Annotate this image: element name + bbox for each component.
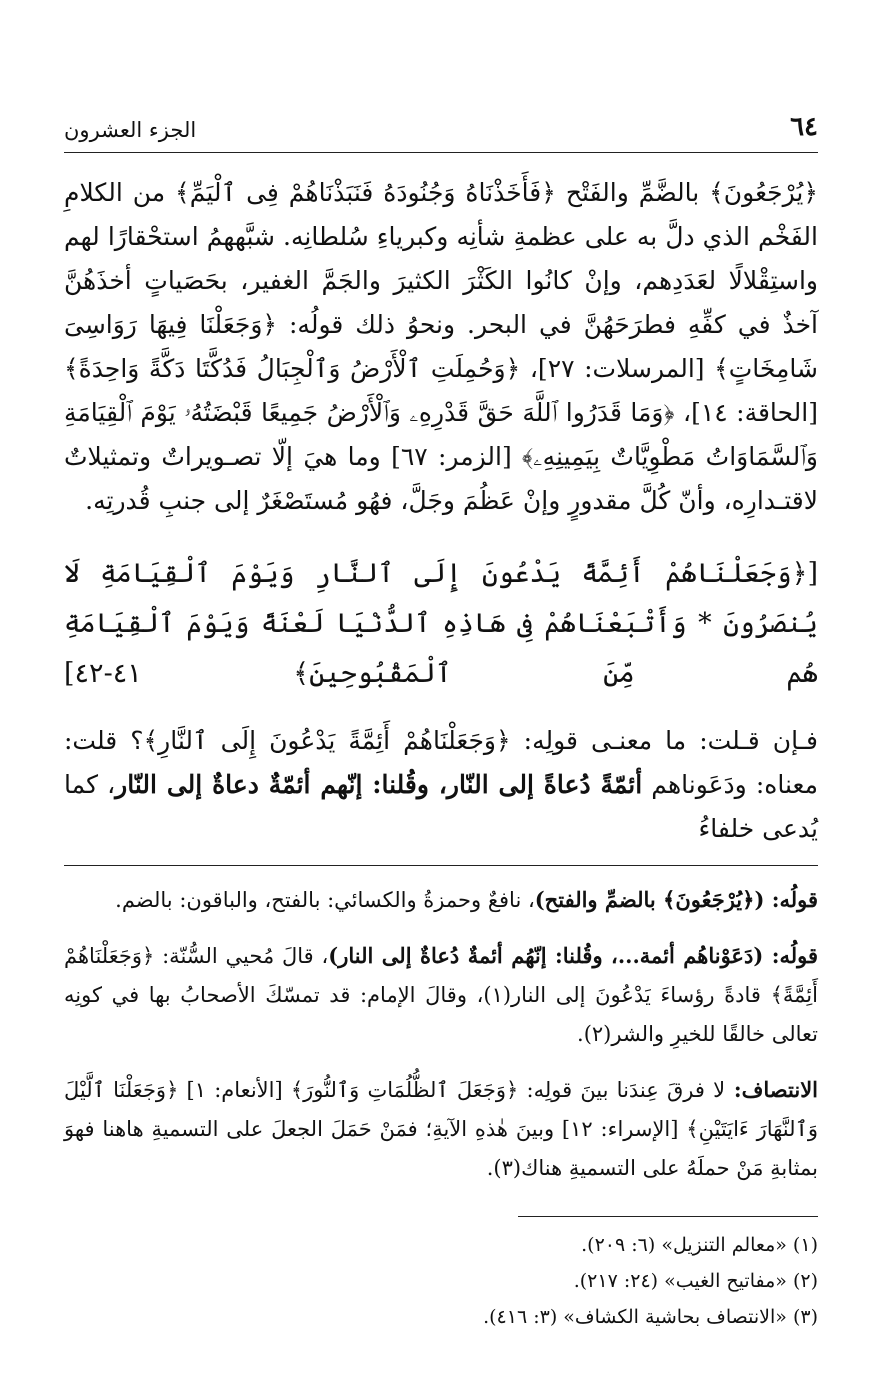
note-2-quote: (دَعَوْناهُم أئمة...، وقُلنا: إنّهُم أئمةٌ دُعاةٌ إلى النار) xyxy=(328,943,764,968)
note-3-label: الانتصاف: xyxy=(725,1077,819,1102)
question-tail: ، كما يُدعى خلفاءُ xyxy=(64,770,818,843)
note-1-label: قولُه: xyxy=(764,887,818,912)
note-2-label: قولُه: xyxy=(763,943,819,968)
question-lead: فـإن قـلت: ما معنـى قولِه: ﴿وَجَعَلْنَاهُمْ أَئِمَّةً يَدْعُونَ إِلَى ٱلنَّارِ﴾؟ قلت: معناه: ودَعَوناهم xyxy=(64,726,818,799)
footnote-1: (١) «معالم التنزيل» (٦: ٢٠٩). xyxy=(581,1234,818,1256)
main-text-continued xyxy=(64,719,818,851)
note-1-text: ، نافعٌ وحمزةُ والكسائي: بالفتح، والباقون: بالضم. xyxy=(115,888,535,912)
commentary-section xyxy=(64,880,818,1188)
footnotes xyxy=(64,1227,818,1335)
bold-answer: أئمّةً دُعاةً إلى النّار، وقُلنا: إنّهم أئمّةٌ دعاةٌ إلى النّار xyxy=(115,770,643,799)
main-text xyxy=(64,171,818,523)
running-title: الجزء العشرون xyxy=(64,118,197,142)
commentary-note-1 xyxy=(64,880,818,920)
note-1-quote: (﴿يُرْجَعُونَ﴾ بالضمِّ والفتح) xyxy=(534,887,765,912)
commentary-note-2 xyxy=(64,936,818,1054)
footnote-divider xyxy=(518,1216,818,1217)
main-paragraph: ﴿يُرْجَعُونَ﴾ بالضَّمِّ والفَتْح ﴿فَأَخَذْنَاهُ وَجُنُودَهُ فَنَبَذْنَاهُمْ فِى ٱلْيَمِّ﴾ من الكلامِ الفَخْم الذي دلَّ به على عظمةِ شأنِه وكبرياءِ سُلطانِه. شبَّههمُ استحْقارًا لهم واستِقْلالًا لعَدَدِهم، وإنْ كانُوا الكَثْرَ الكثيرَ والجَمَّ الغفير، بحَصَياتٍ أخذَهُنَّ آخذٌ في كفِّهِ فطرَحَهُنَّ في البحر. ونحوُ ذلك قولُه: ﴿وَجَعَلْنَا فِيهَا رَوَاسِىَ شَامِخَاتٍ﴾ [المرسلات: ٢٧]، ﴿وَحُمِلَتِ ٱلْأَرْضُ وَٱلْجِبَالُ فَدُكَّتَا دَكَّةً وَاحِدَةً﴾ [الحاقة: ١٤]، ﴿وَمَا قَدَرُوا ٱللَّهَ حَقَّ قَدْرِهِۦ وَٱلْأَرْضُ جَمِيعًا قَبْضَتُهُۥ يَوْمَ ٱلْقِيَامَةِ وَٱلسَّمَاوَاتُ مَطْوِيَّاتٌ بِيَمِينِهِۦ﴾ [الزمر: ٦٧] وما هيَ إلّا تصـويراتٌ وتمثيلاتٌ لاقتـدارِه، وأنّ كُلَّ مقدورٍ وإنْ عَظُمَ وجَلَّ، فهُو مُستَصْغَرٌ إلى جنبِ قُدرتِه. xyxy=(64,178,818,515)
commentary-divider xyxy=(64,865,818,866)
note-2-text: ، قالَ مُحيي السُّنّة: ﴿وَجَعَلْنَاهُمْ أَئِمَّةً﴾ قادةً رؤساءَ يَدْعُونَ إلى النار(١)، وقالَ الإمام: قد تمسّكَ الأصحابُ بها في كونِه تعالى خالقًا للخيرِ والشر(٢). xyxy=(64,944,818,1046)
page-number: ٦٤ xyxy=(790,112,818,142)
footnote-2: (٢) «مفاتيح الغيب» (٢٤: ٢١٧). xyxy=(573,1270,818,1292)
footnote-3: (٣) «الانتصاف بحاشية الكشاف» (٣: ٤١٦). xyxy=(483,1306,818,1328)
quran-verse-block xyxy=(64,549,818,699)
book-page xyxy=(64,112,818,1335)
verse-text: [﴿وَجَعَلْنَاهُمْ أَئِمَّةً يَدْعُونَ إِلَى ٱلنَّارِ وَيَوْمَ ٱلْقِيَامَةِ لَا يُنصَرُونَ * وَأَتْبَعْنَاهُمْ فِى هَاذِهِ ٱلدُّنْيَا لَعْنَةً وَيَوْمَ ٱلْقِيَامَةِ هُم مِّنَ ٱلْمَقْبُوحِينَ﴾ ٤١-٤٢] xyxy=(64,558,818,689)
commentary-note-3 xyxy=(64,1070,818,1188)
note-3-text: لا فرقَ عِندَنا بينَ قولِه: ﴿وَجَعَلَ ٱلظُّلُمَاتِ وَٱلنُّورَ﴾ [الأنعام: ١] ﴿وَجَعَلْنَا ٱلَّيْلَ وَٱلنَّهَارَ ءَايَتَيْنِ﴾ [الإسراء: ١٢] وبينَ هٰذهِ الآيةِ؛ فمَنْ حَمَلَ الجعلَ على التسميةِ هاهنا فهوَ بمثابةِ مَنْ حملَهُ على التسميةِ هناك(٣). xyxy=(64,1078,818,1180)
question-paragraph xyxy=(64,719,818,851)
page-header xyxy=(64,112,818,153)
